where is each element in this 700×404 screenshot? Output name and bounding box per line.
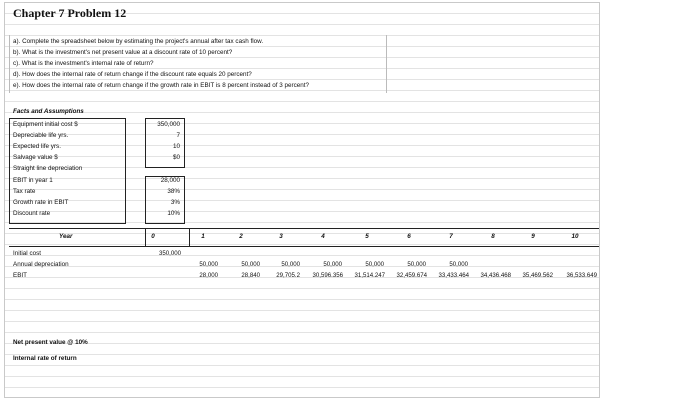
cell-ebit-y9: 35,469.562 xyxy=(522,272,553,279)
year-8: 8 xyxy=(491,233,495,240)
fact-value-growth-rate: 3% xyxy=(170,199,180,206)
fact-label-depreciable-life: Depreciable life yrs. xyxy=(13,132,69,139)
year-row-bottom-border xyxy=(9,246,599,247)
cell-ebit-y8: 34,436.468 xyxy=(480,272,511,279)
irr-label: Internal rate of return xyxy=(13,355,77,362)
question-a: a). Complete the spreadsheet below by estimating the project's annual after tax cash flow. xyxy=(13,38,264,45)
cell-ebit-y10: 36,533.649 xyxy=(566,272,597,279)
year-row-top-border xyxy=(9,228,599,229)
facts-heading: Facts and Assumptions xyxy=(13,108,84,115)
cell-initial-cost-y0: 350,000 xyxy=(158,250,181,257)
cell-depreciation-y3: 50,000 xyxy=(281,261,300,268)
fact-value-discount-rate: 10% xyxy=(167,210,180,217)
question-c: c). What is the investment's internal rate of return? xyxy=(13,60,154,67)
fact-label-straight-line: Straight line depreciation xyxy=(13,165,83,172)
fact-label-equipment-cost: Equipment initial cost $ xyxy=(13,121,78,128)
row-label-initial-cost: Initial cost xyxy=(13,250,41,257)
fact-label-salvage: Salvage value $ xyxy=(13,154,58,161)
fact-label-expected-life: Expected life yrs. xyxy=(13,143,61,150)
fact-value-tax-rate: 38% xyxy=(167,188,180,195)
cell-ebit-y7: 33,433.464 xyxy=(438,272,469,279)
fact-label-ebit-year1: EBIT in year 1 xyxy=(13,177,53,184)
year-9: 9 xyxy=(531,233,535,240)
year-5: 5 xyxy=(365,233,369,240)
cell-ebit-y5: 31,514.247 xyxy=(354,272,385,279)
npv-label: Net present value @ 10% xyxy=(13,339,88,346)
cell-ebit-y4: 30,596.356 xyxy=(312,272,343,279)
cell-ebit-y1: 28,000 xyxy=(199,272,218,279)
cell-depreciation-y2: 50,000 xyxy=(241,261,260,268)
year-1: 1 xyxy=(201,233,205,240)
year-label: Year xyxy=(59,233,73,240)
year-10: 10 xyxy=(571,233,579,240)
cell-ebit-y3: 29,705.2 xyxy=(276,272,300,279)
row-label-annual-depreciation: Annual depreciation xyxy=(13,261,69,268)
question-b: b). What is the investment's net present value at a discount rate of 10 percent? xyxy=(13,49,233,56)
question-e: e). How does the internal rate of return change if the growth rate in EBIT is 8 percent instead of 3 percent? xyxy=(13,82,310,89)
spreadsheet xyxy=(4,2,600,398)
year-6: 6 xyxy=(407,233,411,240)
sheet-title: Chapter 7 Problem 12 xyxy=(13,6,127,20)
year-2: 2 xyxy=(239,233,243,240)
fact-label-discount-rate: Discount rate xyxy=(13,210,51,217)
cell-depreciation-y7: 50,000 xyxy=(449,261,468,268)
fact-label-tax-rate: Tax rate xyxy=(13,188,36,195)
year-3: 3 xyxy=(279,233,283,240)
cell-depreciation-y4: 50,000 xyxy=(323,261,342,268)
fact-value-salvage: $0 xyxy=(172,154,180,161)
year-4: 4 xyxy=(321,233,325,240)
fact-value-equipment-cost: 350,000 xyxy=(157,121,180,128)
cell-ebit-y6: 32,459.674 xyxy=(396,272,427,279)
fact-value-expected-life: 10 xyxy=(172,143,180,150)
cell-depreciation-y5: 50,000 xyxy=(365,261,384,268)
question-d: d). How does the internal rate of return change if the discount rate equals 20 percent? xyxy=(13,71,252,78)
year-0: 0 xyxy=(151,233,155,240)
fact-value-ebit-year1: 28,000 xyxy=(160,177,180,184)
cell-depreciation-y1: 50,000 xyxy=(199,261,218,268)
fact-value-depreciable-life: 7 xyxy=(176,132,180,139)
year-col-divider-1 xyxy=(189,228,190,247)
cell-ebit-y2: 28,840 xyxy=(241,272,260,279)
fact-label-growth-rate: Growth rate in EBIT xyxy=(13,199,69,206)
cell-depreciation-y6: 50,000 xyxy=(407,261,426,268)
row-label-ebit: EBIT xyxy=(13,272,27,279)
year-7: 7 xyxy=(449,233,453,240)
